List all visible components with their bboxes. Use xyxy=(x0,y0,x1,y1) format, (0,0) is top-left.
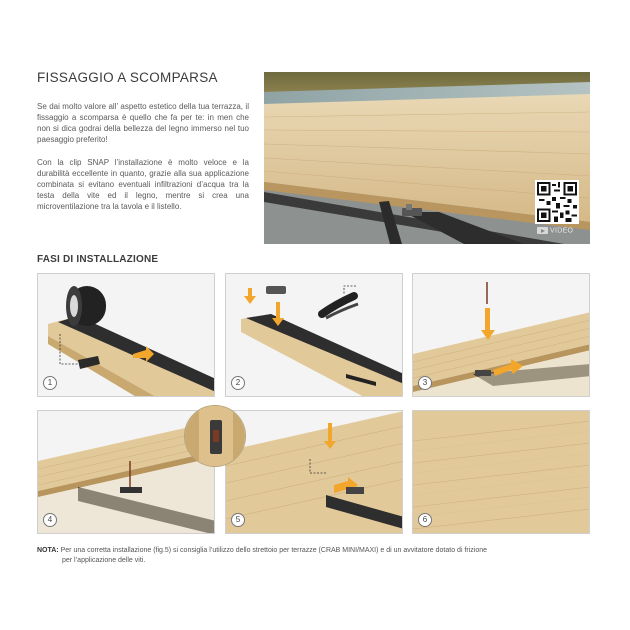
step-3-panel xyxy=(412,273,590,397)
step-1-panel xyxy=(37,273,215,397)
step-number: 2 xyxy=(231,376,245,390)
installation-note xyxy=(37,546,577,566)
step-1-illustration xyxy=(38,274,215,397)
step-6-illustration xyxy=(413,411,590,534)
note-text-line-2: per l’applicazione delle viti. xyxy=(62,557,146,564)
note-text-line-1: Per una corretta installazione (fig.5) si consiglia l’utilizzo dello strettoio per terrazze (CRAB MINI/MAXI) e di un avvitatore dotato di frizione xyxy=(60,547,488,554)
intro-paragraph-2: Con la clip SNAP l’installazione è molto veloce e la durabilità eccellente in quanto, grazie alla sua applicazione combinata si evitano eventuali infiltrazioni d’acqua tra la testa della vite ed il legno, mentre si crea una microventilazione tra la tavola e il listello. xyxy=(37,158,249,211)
step-number: 3 xyxy=(418,376,432,390)
step-number: 6 xyxy=(418,513,432,527)
video-label: VIDEO xyxy=(550,227,574,235)
step-3-illustration xyxy=(413,274,590,397)
step-2-panel xyxy=(225,273,403,397)
play-icon xyxy=(537,227,548,234)
video-link[interactable] xyxy=(537,227,573,234)
page-title: FISSAGGIO A SCOMPARSA xyxy=(37,70,218,85)
detail-magnifier xyxy=(184,405,246,467)
step-6-panel xyxy=(412,410,590,534)
note-label: NOTA: xyxy=(37,547,59,554)
step-number: 5 xyxy=(231,513,245,527)
step-5-panel xyxy=(225,410,403,534)
step-2-illustration xyxy=(226,274,403,397)
step-number: 1 xyxy=(43,376,57,390)
installation-title: FASI DI INSTALLAZIONE xyxy=(37,254,159,265)
detail-magnifier-illustration xyxy=(185,406,246,467)
step-5-illustration xyxy=(226,411,403,534)
step-number: 4 xyxy=(43,513,57,527)
qr-code-icon[interactable] xyxy=(535,180,579,224)
intro-paragraph-1: Se dai molto valore all’ aspetto estetico della tua terrazza, il fissaggio a scomparsa è quello che fa per te: in men che non si dica godrai della bellezza del legno immerso nel tuo paesaggio preferito! xyxy=(37,102,249,144)
